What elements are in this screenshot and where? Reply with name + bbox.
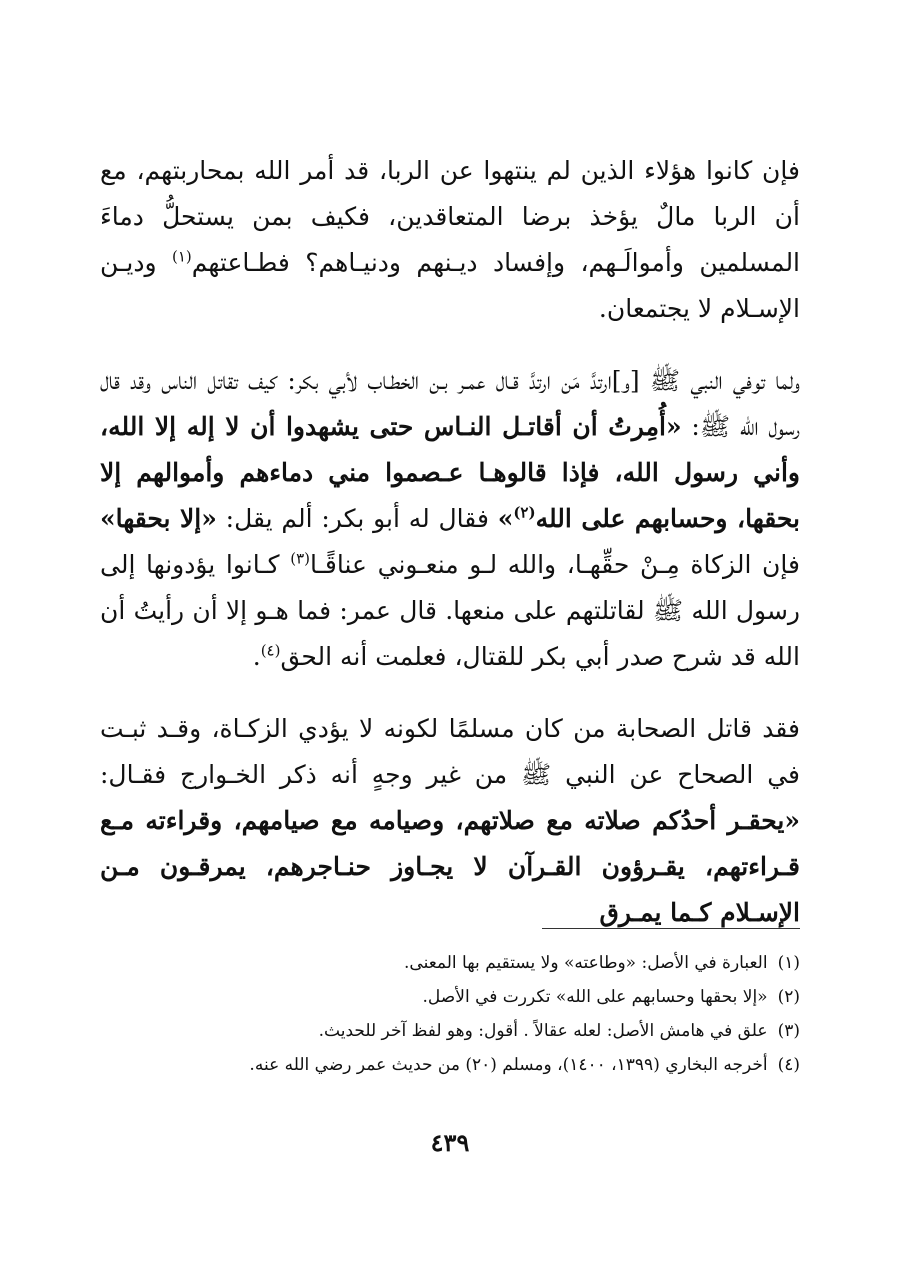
footnote-text: علق في هامش الأصل: لعله عقالاً . أقول: وهو لفظ آخر للحديث.	[318, 1021, 768, 1041]
footnote-item	[100, 946, 800, 980]
footnote-ref-1: (١)	[171, 247, 192, 266]
footnote-text: أخرجه البخاري (١٣٩٩، ١٤٠٠)، ومسلم (٢٠) من حديث عمر رضي الله عنه.	[249, 1055, 768, 1075]
footnote-ref-3: (٣)	[290, 549, 310, 568]
paragraph-2-text-5: .	[252, 642, 261, 671]
paragraph-2-text-4: كـانوا يؤدونها إلى رسول الله ﷺ لقاتلتهم على منعها. قال عمر: فما هـو إلا أن رأيتُ أن الله قد شرح صدر أبي بكر للقتال، فعلمت أنه الحق	[100, 550, 800, 671]
hadith-quote-3: «يحقـر أحدُكم صلاته مع صلاتهم، وصيامه مع صيامهم، وقراءته مـع قـراءتهم، يقـرؤون القـرآن لا يجـاوز حنـاجرهم، يمرقـون مـن الإسـلام كـما يمـرق	[100, 806, 800, 927]
page-number: ٤٣٩	[430, 1128, 470, 1157]
footnote-ref-2: (٢)	[513, 503, 536, 522]
paragraph-3-text: فقد قاتل الصحابة من كان مسلمًا لكونه لا يؤدي الزكـاة، وقـد ثبـت في الصحاح عن النبي ﷺ من غير وجهٍ أنه ذكر الخـوارج فقـال:	[100, 714, 800, 789]
paragraph-2-text: ولما توفي النبي ﷺ [و]ارتدَّ مَن ارتدَّ قـال عمـر بـن الخطـاب لأبي بكر: كيف تقاتل الناس وقد قال رسول الله ﷺ:	[100, 366, 800, 441]
paragraph-1-text: فإن كانوا هؤلاء الذين لم ينتهوا عن الربا، قد أمر الله بمحاربتهم، مع أن الربا مالٌ يؤخذ برضا المتعاقدين، فكيف بمن يستحلُّ دماءَ المسلمين وأموالَـهم، وإفساد ديـنهم ودنيـاهم؟ فطـاعتهم	[100, 156, 801, 277]
hadith-quote-2: «إلا بحقها»	[100, 504, 217, 533]
footnote-item	[100, 1014, 800, 1048]
footnote-number: (٣)	[777, 1021, 800, 1041]
footnote-number: (٢)	[777, 987, 800, 1007]
paragraph-2	[100, 358, 800, 680]
paragraph-3	[100, 706, 800, 936]
hadith-quote-1-text: «أُمِرتُ أن أقاتـل النـاس حتى يشهدوا أن لا إله إلا الله، وأني رسول الله، فإذا قالوهـا عـصموا مني دماءهم وأموالهم إلا بحقها، وحسابهم على الله	[100, 412, 800, 533]
footnote-text: العبارة في الأصل: «وطاعته» ولا يستقيم بها المعنى.	[404, 953, 768, 973]
paragraph-1	[100, 148, 800, 332]
footnote-ref-4: (٤)	[260, 641, 281, 660]
footnote-item	[100, 980, 800, 1014]
footnote-divider	[542, 928, 800, 929]
hadith-quote-1-close: »	[497, 504, 514, 533]
footnote-text: «إلا بحقها وحسابهم على الله» تكررت في الأصل.	[422, 987, 768, 1007]
paragraph-2-text-3: فإن الزكاة مِـنْ حقِّهـا، والله لـو منعـوني عناقًـا	[309, 550, 800, 579]
footnotes-list	[100, 946, 800, 1082]
footnote-item	[100, 1048, 800, 1082]
footnote-number: (١)	[777, 953, 800, 973]
footnote-number: (٤)	[777, 1055, 800, 1075]
paragraph-1-text-end: وديـن الإسـلام لا يجتمعان.	[100, 248, 800, 323]
paragraph-2-text-2: فقال له أبو بكر: ألم يقل:	[216, 504, 498, 533]
